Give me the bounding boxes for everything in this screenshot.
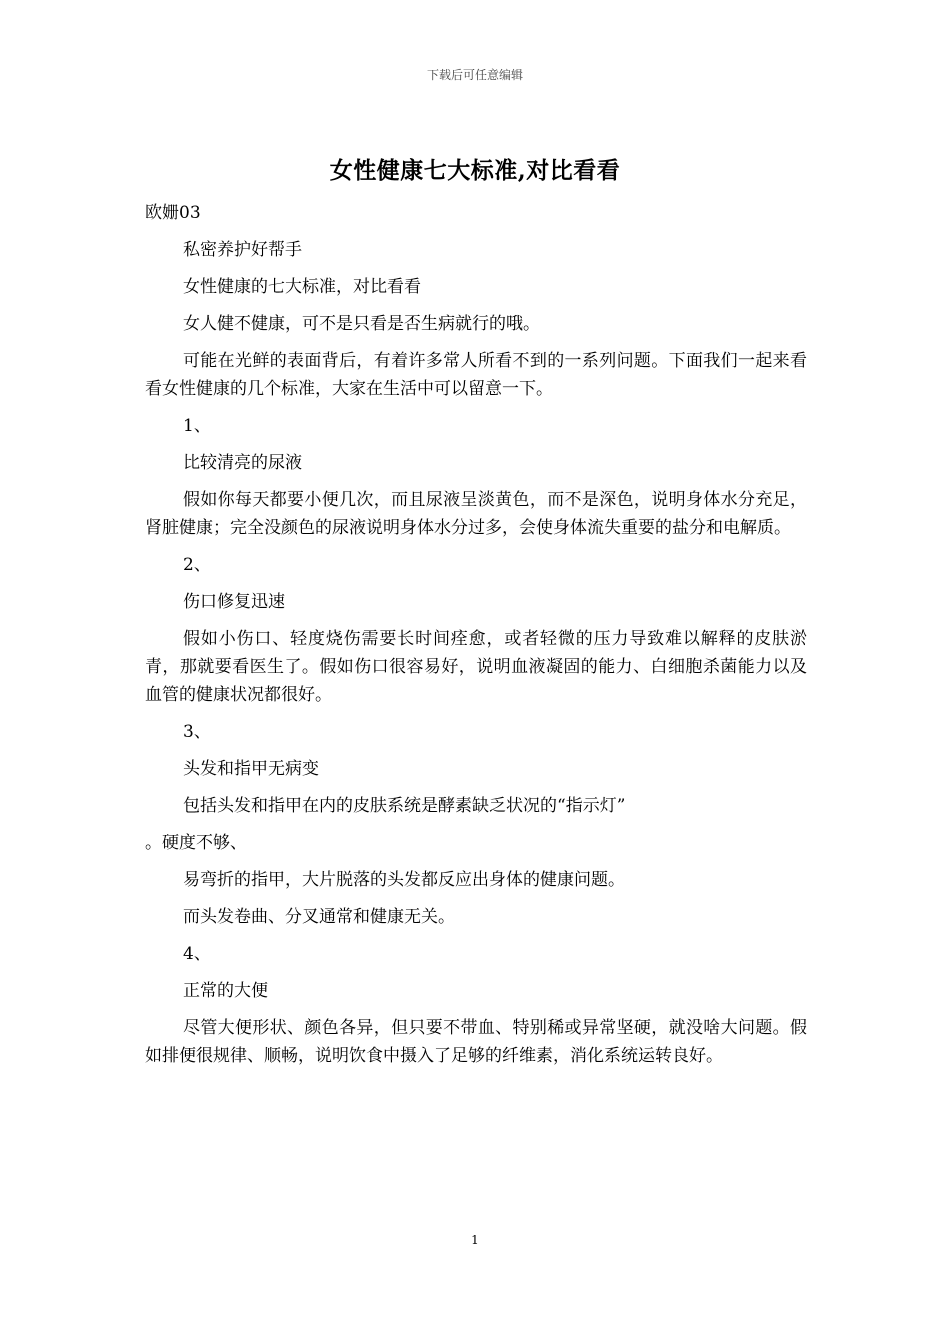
section-number: 3、	[183, 722, 211, 742]
header-note: 下载后可任意编辑	[426, 68, 523, 82]
page-number: 1	[471, 1233, 479, 1247]
section-number: 1、	[183, 416, 211, 436]
paragraph: 女性健康的七大标准，对比看看	[183, 277, 421, 297]
document-title: 女性健康七大标准,对比看看	[329, 157, 621, 184]
paragraph: 假如你每天都要小便几次，而且尿液呈淡黄色，而不是深色，说明身体水分充足，肾脏健康；完全没颜色的尿液说明身体水分过多，会使身体流失重要的盐分和电解质。	[145, 490, 807, 538]
section-heading: 比较清亮的尿液	[183, 453, 302, 473]
paragraph: 尽管大便形状、颜色各异，但只要不带血、特别稀或异常坚硬，就没啥大问题。假如排便很规律、顺畅，说明饮食中摄入了足够的纤维素，消化系统运转良好。	[145, 1018, 807, 1066]
paragraph: 可能在光鲜的表面背后，有着许多常人所看不到的一系列问题。下面我们一起来看看女性健康的几个标准，大家在生活中可以留意一下。	[145, 351, 807, 399]
paragraph: 女人健不健康，可不是只看是否生病就行的哦。	[183, 314, 540, 334]
paragraph: 而头发卷曲、分叉通常和健康无关。	[183, 907, 455, 927]
document-body	[145, 199, 807, 1079]
paragraph: 假如小伤口、轻度烧伤需要长时间痊愈，或者轻微的压力导致难以解释的皮肤淤青，那就要看医生了。假如伤口很容易好，说明血液凝固的能力、白细胞杀菌能力以及血管的健康状况都很好。	[145, 629, 807, 705]
paragraph: 包括头发和指甲在内的皮肤系统是酵素缺乏状况的“指示灯”	[183, 796, 626, 816]
author-line: 欧姗03	[145, 203, 201, 223]
section-heading: 头发和指甲无病变	[183, 759, 319, 779]
section-number: 2、	[183, 555, 211, 575]
section-heading: 伤口修复迅速	[183, 592, 285, 612]
paragraph: 易弯折的指甲，大片脱落的头发都反应出身体的健康问题。	[183, 870, 625, 890]
section-heading: 正常的大便	[183, 981, 268, 1001]
paragraph: 私密养护好帮手	[183, 240, 302, 260]
paragraph: 。硬度不够、	[145, 833, 247, 853]
section-number: 4、	[183, 944, 211, 964]
